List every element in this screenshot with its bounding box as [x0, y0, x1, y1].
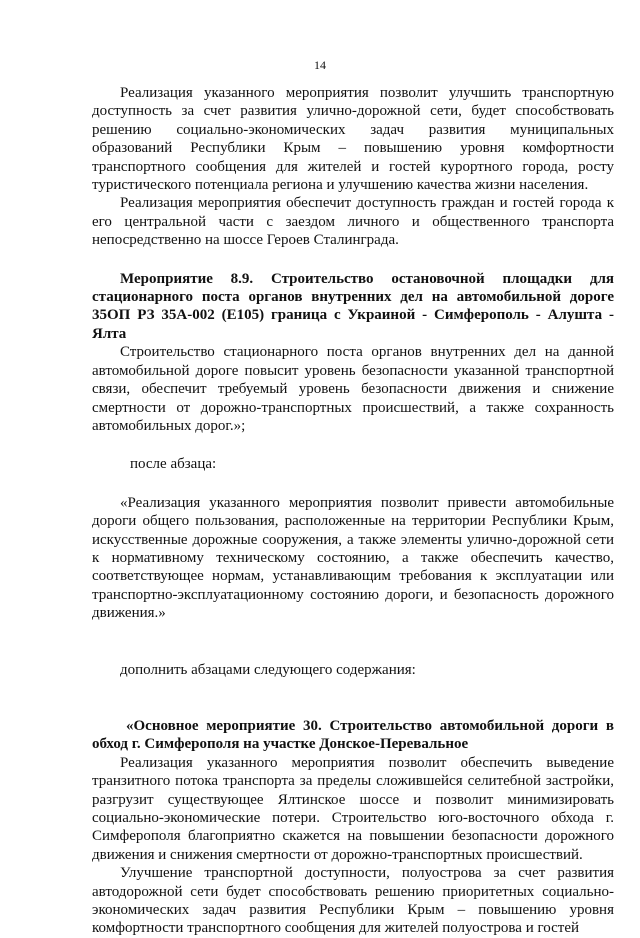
paragraph-add-clauses: дополнить абзацами следующего содержания: [120, 661, 416, 678]
paragraph-transport-accessibility: Реализация указанного мероприятия позволит улучшить транспортную доступность за счет развития улично-дорожной сети, будет способствовать решению социально-экономических задач развития муниципальных образований Республики Крым – повышению уровня комфортности транспортного сообщения для жителей и гостей курортного города, росту туристического потенциала региона и улучшению качества жизни населения. [92, 85, 614, 194]
paragraph-peninsula-transport: Улучшение транспортной доступности, полуострова за счет развития автодорожной сети будет способствовать решению приоритетных социально-экономических задач развития Республики Крым – повышению уровня комфортности транспортного сообщения для жителей полуострова и гостей [92, 865, 614, 937]
paragraph-bypass-road: Реализация указанного мероприятия позволит обеспечить выведение транзитного потока транспорта за пределы сложившейся селитебной застройки, разгрузит существующее Ялтинское шоссе и позволит минимизировать социально-экономические потери. Строительство юго-восточного обхода г. Симферополя благоприятно скажется на повышении безопасности дорожного движения и снижения смертности от дорожно-транспортных происшествий. [92, 754, 614, 863]
heading-main-measure-30: «Основное мероприятие 30. Строительство автомобильной дороги в обход г. Симферополя на участке Донское-Перевальное [92, 717, 614, 753]
paragraph-quoted-roads: «Реализация указанного мероприятия позволит привести автомобильные дороги общего пользования, расположенные на территории Республики Крым, искусственные дорожные сооружения, а также элементы улично-дорожной сети к нормативному техническому состоянию, а также обеспечить качество, соответствующее нормам, устанавливающим требования к эксплуатации или транспортно-эксплуатационному состоянию дороги, и безопасность дорожного движения.» [92, 494, 614, 622]
paragraph-police-post: Строительство стационарного поста органов внутренних дел на данной автомобильной дороге повысит уровень безопасности указанной транспортной связи, обеспечит требуемый уровень безопасности движения и снижение смертности от дорожно-транспортных происшествий, а также сохранность автомобильных дорог.»; [92, 344, 614, 434]
paragraph-city-center-access: Реализация мероприятия обеспечит доступность граждан и гостей города к его центральной части с заездом личного и общественного транспорта непосредственно на шоссе Героев Сталинграда. [92, 195, 614, 249]
heading-measure-8-9: Мероприятие 8.9. Строительство остановочной площадки для стационарного поста органов внутренних дел на автомобильной дороге 35ОП РЗ 35А-002 (Е105) граница с Украиной - Симферополь - Алушта - Ялта [92, 270, 614, 342]
document-body [92, 84, 614, 938]
paragraph-after-clause: после абзаца: [130, 456, 217, 473]
page-number: 14 [314, 58, 326, 72]
